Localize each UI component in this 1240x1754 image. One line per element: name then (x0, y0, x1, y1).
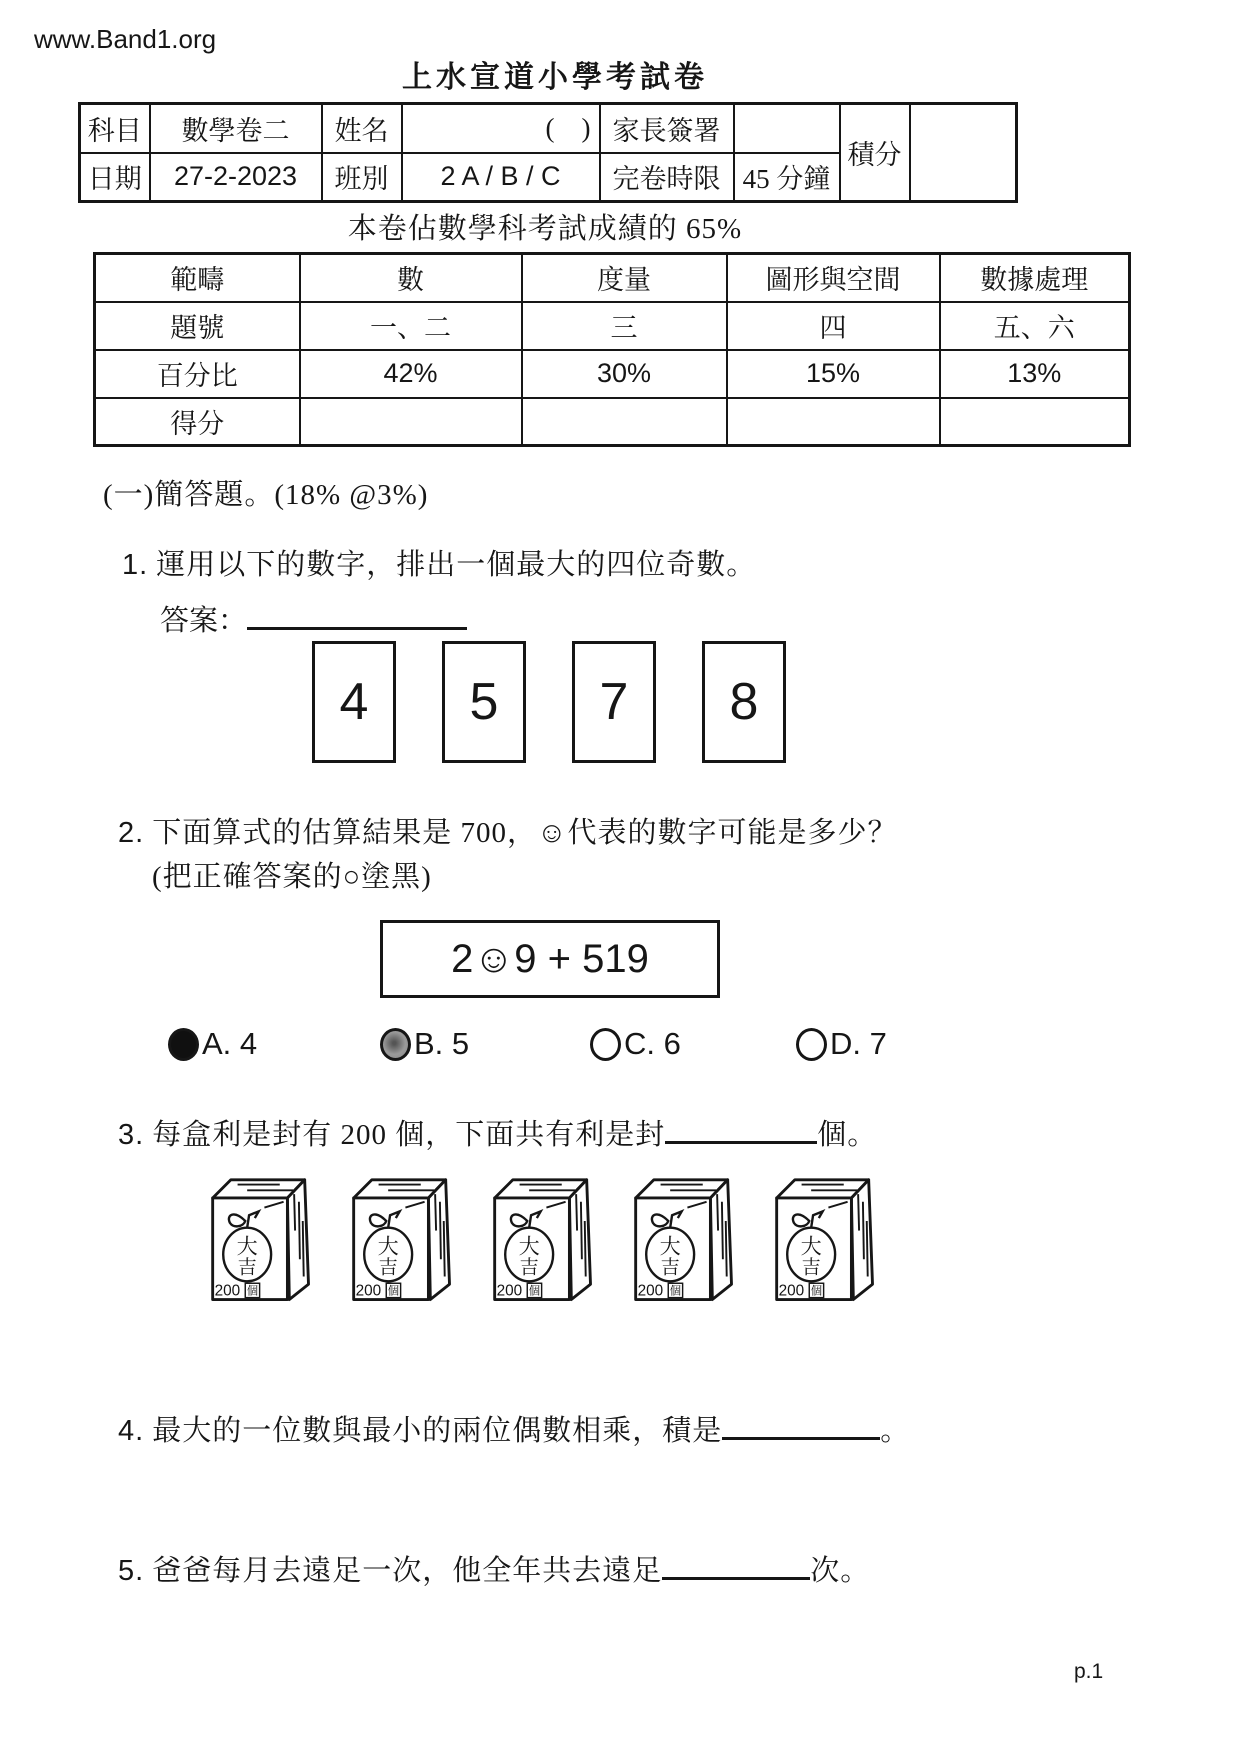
exam-title: 上水宣道小學考試卷 (402, 61, 708, 94)
score-box (910, 104, 1017, 202)
question-4-number: 4. (118, 1415, 145, 1447)
red-packet-box (628, 1173, 743, 1313)
answer-blank (722, 1411, 880, 1440)
percentage-cell: 15% (727, 350, 940, 398)
red-packet-icon (346, 1173, 461, 1313)
svg-text:200: 200 (496, 1282, 523, 1300)
option-c (590, 1026, 681, 1062)
number-card: 4 (312, 641, 396, 763)
breakdown-table (93, 252, 1131, 447)
watermark: www.Band1.org (34, 24, 217, 54)
question-4-text: 最大的一位數與最小的兩位偶數相乘，積是 (152, 1415, 723, 1447)
name-label: 姓名 (322, 104, 402, 153)
marks-cell (522, 398, 727, 446)
marks-cell (940, 398, 1130, 446)
percentage-cell: 13% (940, 350, 1130, 398)
option-b-bubble (380, 1028, 411, 1061)
svg-text:個: 個 (669, 1285, 682, 1298)
time-limit-value: 45 分鐘 (734, 153, 840, 202)
parent-sign-value (734, 104, 840, 153)
option-d-label: D. 7 (830, 1026, 887, 1061)
question-3-text: 每盒利是封有 200 個，下面共有利是封 (152, 1119, 666, 1151)
svg-text:吉: 吉 (660, 1257, 680, 1279)
answer-label: 答案： (160, 605, 248, 637)
percentage-cell: 42% (300, 350, 522, 398)
strand-measures: 度量 (522, 254, 727, 302)
number-card: 5 (442, 641, 526, 763)
svg-text:吉: 吉 (237, 1257, 257, 1279)
number-card: 7 (572, 641, 656, 763)
marks-cell (727, 398, 940, 446)
svg-text:200: 200 (355, 1282, 382, 1300)
svg-text:200: 200 (778, 1282, 805, 1300)
marks-label: 得分 (95, 398, 300, 446)
red-packet-icon (487, 1173, 602, 1313)
svg-text:個: 個 (246, 1285, 259, 1298)
strand-data-handling: 數據處理 (940, 254, 1130, 302)
section-heading: (一)簡答題。(18% @3%) (103, 479, 429, 511)
option-b-label: B. 5 (414, 1026, 470, 1061)
question-4 (118, 1408, 910, 1449)
question-3-text-after: 個。 (817, 1119, 878, 1151)
strand-shape-space: 圖形與空間 (727, 254, 940, 302)
svg-text:大: 大 (800, 1234, 822, 1259)
red-packet-boxes (205, 1173, 884, 1313)
red-packet-icon (628, 1173, 743, 1313)
subject-value: 數學卷二 (150, 104, 322, 153)
header-table (78, 102, 1018, 203)
question-2-text: 下面算式的估算結果是 700，☺代表的數字可能是多少？ (152, 817, 898, 849)
answer-blank (247, 601, 467, 630)
svg-text:大: 大 (236, 1234, 258, 1259)
percentage-label: 百分比 (95, 350, 300, 398)
time-limit-label: 完卷時限 (600, 153, 734, 202)
red-packet-box (346, 1173, 461, 1313)
subject-label: 科目 (80, 104, 150, 153)
strand-header: 範疇 (95, 254, 300, 302)
question-1-answer-row (160, 598, 467, 639)
marks-cell (300, 398, 522, 446)
question-3 (118, 1112, 877, 1153)
svg-text:大: 大 (659, 1234, 681, 1259)
expression-box: 2☺9 + 519 (380, 920, 720, 998)
strand-number: 數 (300, 254, 522, 302)
question-no-cell: 四 (727, 302, 940, 350)
svg-text:吉: 吉 (378, 1257, 398, 1279)
class-value: 2 A / B / C (402, 153, 600, 202)
date-label: 日期 (80, 153, 150, 202)
number-cards (312, 641, 786, 763)
svg-text:200: 200 (637, 1282, 664, 1300)
answer-blank (665, 1115, 817, 1144)
option-a (168, 1026, 257, 1062)
question-5-number: 5. (118, 1555, 145, 1587)
option-d-bubble (796, 1028, 827, 1061)
number-card: 8 (702, 641, 786, 763)
question-1 (122, 542, 756, 583)
option-b (380, 1026, 469, 1062)
svg-text:大: 大 (377, 1234, 399, 1259)
option-c-bubble (590, 1028, 621, 1061)
question-1-number: 1. (122, 549, 149, 581)
question-1-text: 運用以下的數字，排出一個最大的四位奇數。 (156, 549, 757, 581)
question-no-cell: 三 (522, 302, 727, 350)
question-no-cell: 一、二 (300, 302, 522, 350)
weight-note: 本卷佔數學科考試成績的 65% (347, 213, 743, 245)
question-5-text-after: 次。 (810, 1555, 871, 1587)
question-4-text-after: 。 (880, 1415, 911, 1447)
svg-text:200: 200 (214, 1282, 241, 1300)
question-2 (118, 810, 898, 851)
class-label: 班別 (322, 153, 402, 202)
svg-text:個: 個 (810, 1285, 823, 1298)
name-value: ( ) (402, 104, 600, 153)
page-number: p.1 (1074, 1660, 1104, 1683)
question-2-number: 2. (118, 817, 145, 849)
red-packet-box (769, 1173, 884, 1313)
svg-text:大: 大 (518, 1234, 540, 1259)
red-packet-box (487, 1173, 602, 1313)
parent-sign-label: 家長簽署 (600, 104, 734, 153)
question-no-label: 題號 (95, 302, 300, 350)
question-3-number: 3. (118, 1119, 145, 1151)
option-d (796, 1026, 887, 1062)
option-c-label: C. 6 (624, 1026, 681, 1061)
question-2-instruction: (把正確答案的○塗黑) (152, 861, 432, 893)
svg-text:吉: 吉 (519, 1257, 539, 1279)
score-label: 積分 (840, 104, 910, 202)
date-value: 27-2-2023 (150, 153, 322, 202)
option-a-label: A. 4 (202, 1026, 258, 1061)
svg-text:吉: 吉 (801, 1257, 821, 1279)
question-5 (118, 1548, 870, 1589)
red-packet-icon (769, 1173, 884, 1313)
option-a-bubble (168, 1028, 199, 1061)
red-packet-box (205, 1173, 320, 1313)
answer-blank (662, 1551, 810, 1580)
question-5-text: 爸爸每月去遠足一次，他全年共去遠足 (152, 1555, 663, 1587)
percentage-cell: 30% (522, 350, 727, 398)
red-packet-icon (205, 1173, 320, 1313)
svg-text:個: 個 (387, 1285, 400, 1298)
svg-text:個: 個 (528, 1285, 541, 1298)
question-no-cell: 五、六 (940, 302, 1130, 350)
